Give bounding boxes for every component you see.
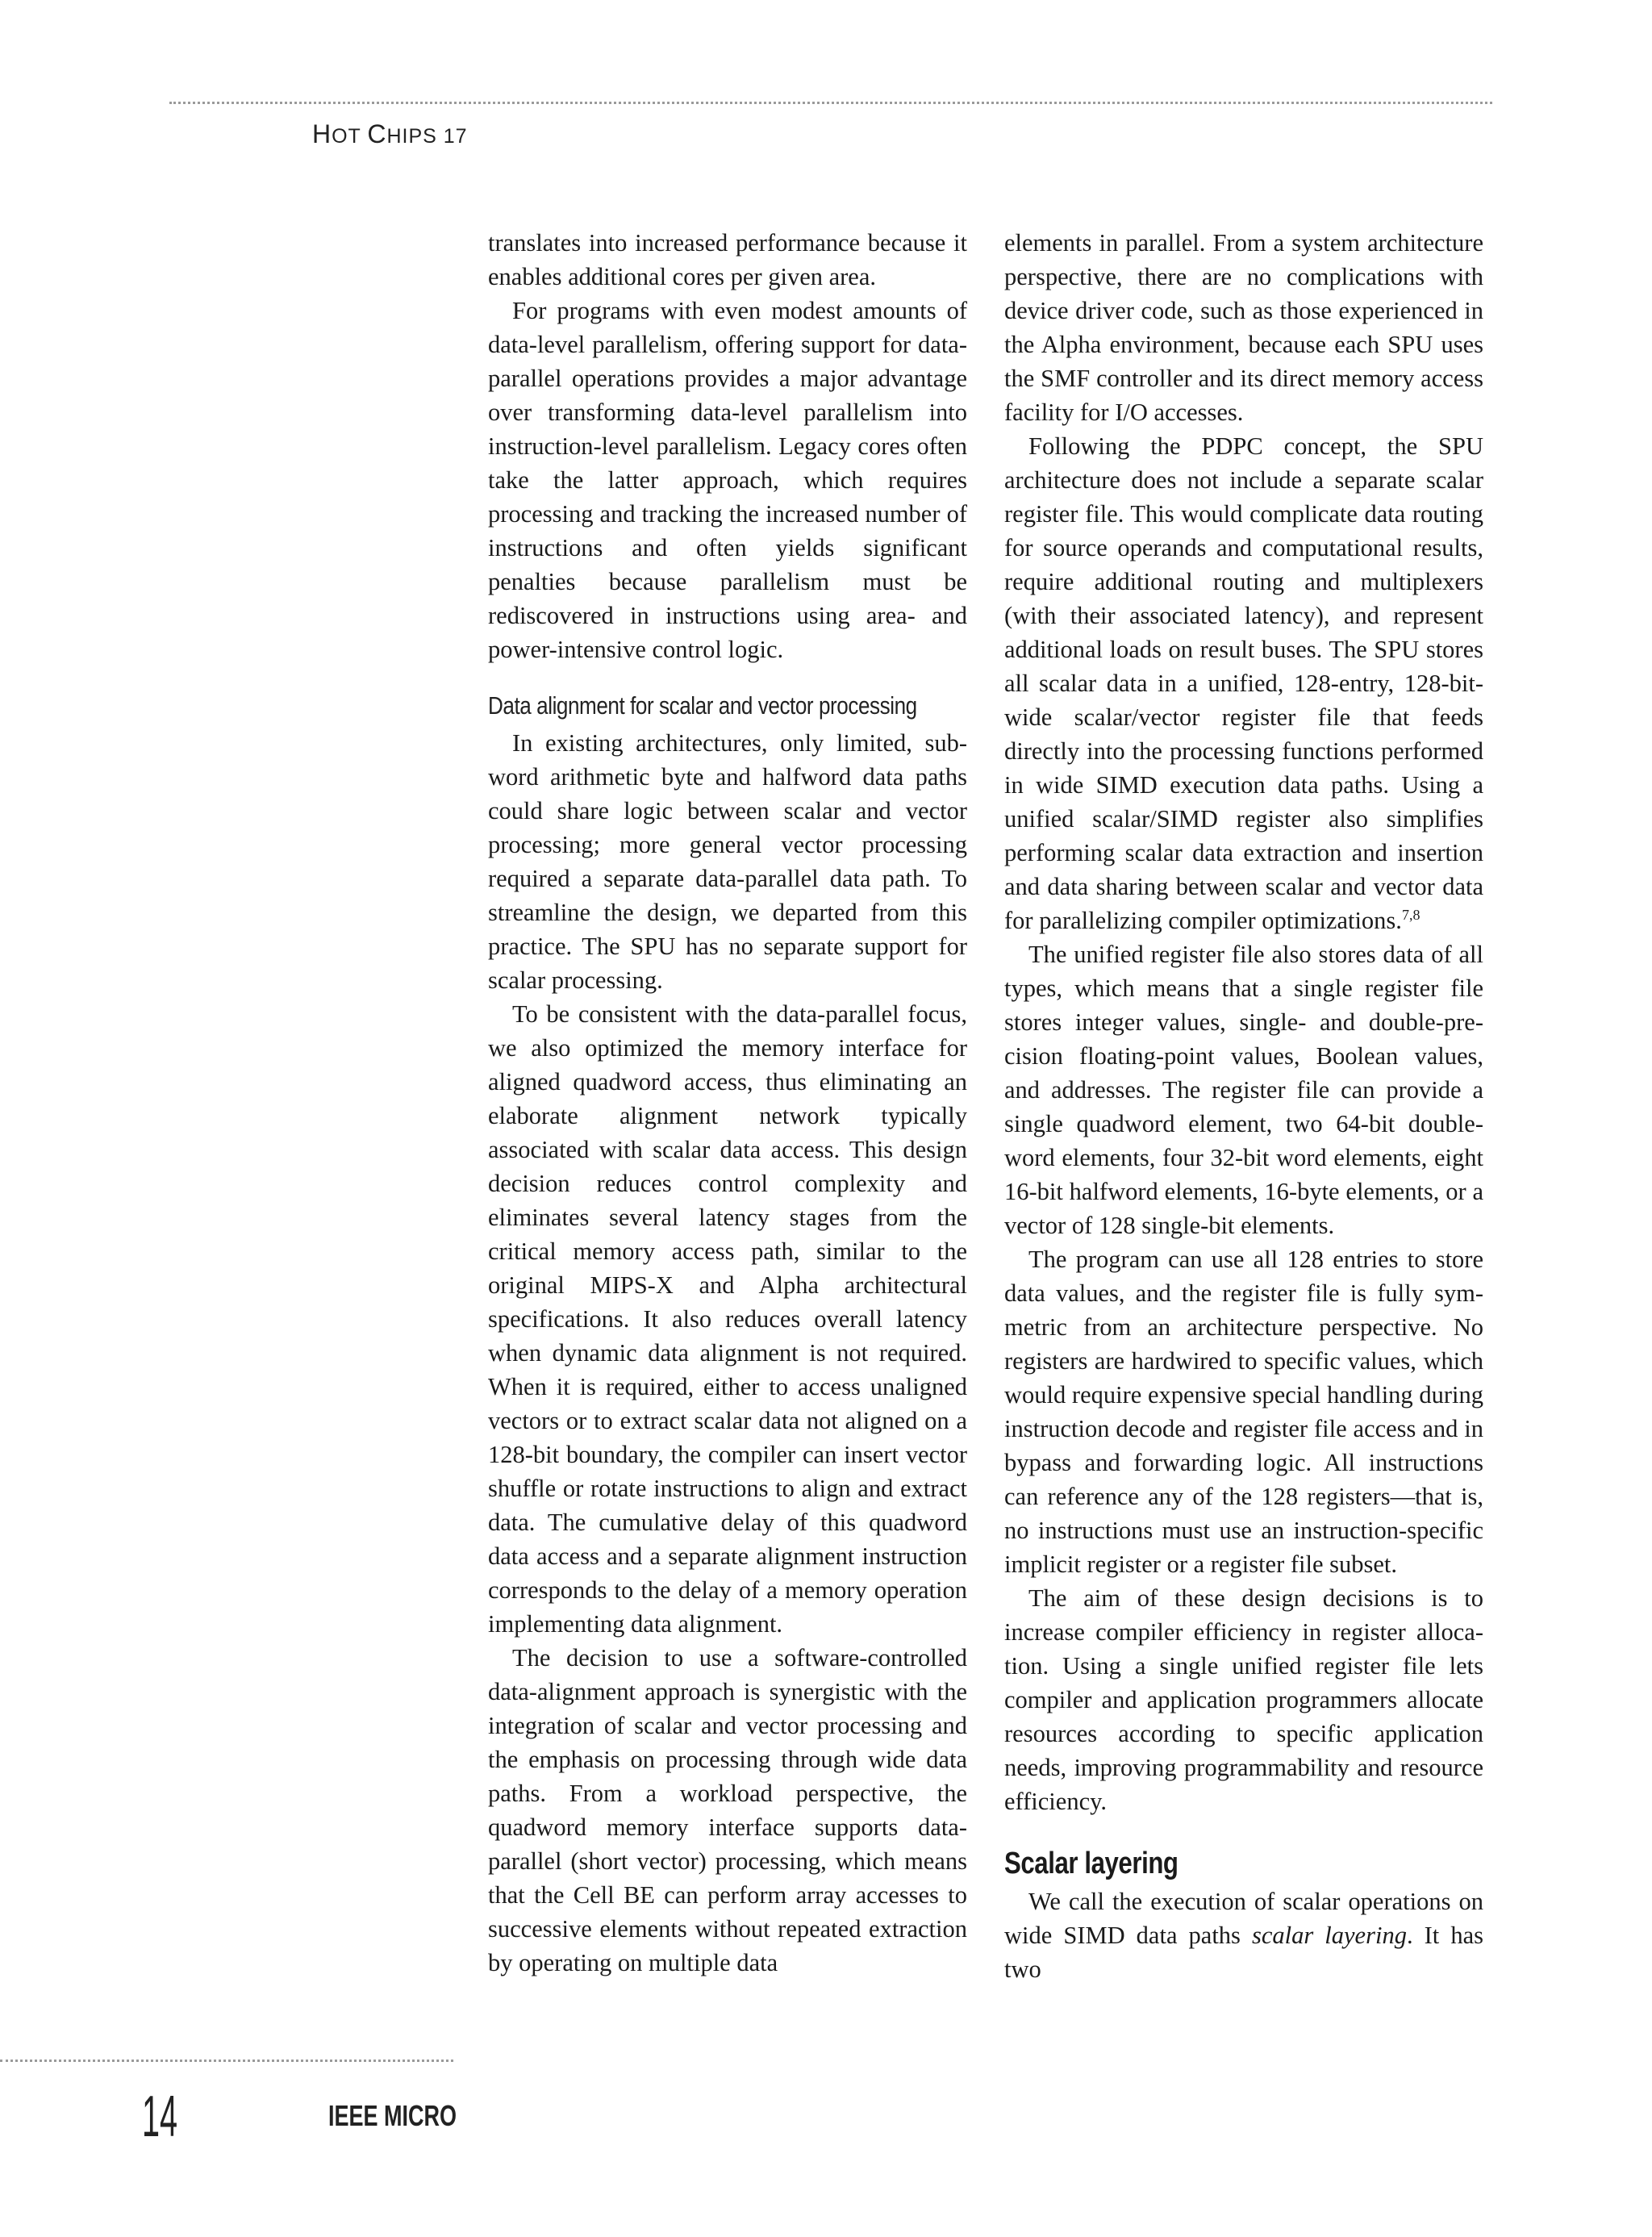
bottom-dotted-rule (0, 2060, 453, 2062)
right-paragraph-2 (1004, 429, 1483, 937)
right-paragraph-6-end: . It has two (1004, 1922, 1483, 1983)
left-paragraph-3: In existing architectures, only limited, subword arithmetic byte and halfword data paths could share logic between scalar and vector processing; more general vector processing required a separate data-parallel data path. To streamline the design, we departed from this practice. The SPU has no separate support for scalar processing. (488, 729, 967, 994)
left-column (488, 226, 967, 1980)
right-paragraph-6-start: We call the execution of scalar operations on wide SIMD data paths (1004, 1888, 1483, 1949)
right-paragraph-4: The program can use all 128 entries to store data values, and the register file is fully symmetric from an architecture perspective. No registers are hardwired to specific values, which would require expensive special handling during instruction decode and register file access and in bypass and forwarding logic. All instructions can reference any of the 128 registers—that is, no instructions must use an instruction-specific implicit register or a register file subset. (1004, 1246, 1483, 1578)
running-head-initial-1: H (312, 119, 332, 148)
section-heading: Scalar layering (1004, 1847, 1179, 1880)
right-paragraph-2-text: Following the PDPC concept, the SPU architecture does not include a separate scalar register file. This would complicate data routing for source operands and computational results, require additional routing and multiplexers (with their associated latency), and represent additional loads on result buses. The SPU stores all scalar data in a unified, 128-entry, 128-bit-wide scalar/vector register file that feeds directly into the processing functions performed in wide SIMD execution data paths. Using a unified scalar/SIMD register also simplifies performing scalar data extraction and insertion and data sharing between scalar and vector data for parallelizing compiler optimizations. (1004, 432, 1483, 934)
top-dotted-rule (169, 102, 1492, 104)
left-paragraph-1: translates into increased performance because it enables additional cores per given area. (488, 229, 967, 290)
page-number: 14 (142, 2085, 178, 2149)
left-paragraph-2: For programs with even modest amounts of data-level parallelism, offering support for data-parallel operations provides a major advantage over transforming data-level parallelism into instruction-level parallelism. Legacy cores often take the latter approach, which requires processing and tracking the increased number of instructions and often yields significant penalties because parallelism must be rediscovered in instructions using area- and power-intensive control logic. (488, 297, 967, 663)
journal-name: IEEE MICRO (328, 2099, 457, 2132)
right-paragraph-5: The aim of these design decisions is to increase compiler efficiency in register allocation. Using a single unified register file lets compiler and application programmers allocate resources according to specific application needs, improving programmability and resource efficiency. (1004, 1584, 1483, 1815)
running-head (312, 119, 468, 149)
right-paragraph-3: The unified register file also stores data of all types, which means that a single register file stores integer values, single- and double-precision floating-point values, Boolean values, and addresses. The register file can provide a single quadword element, two 64-bit doubleword elements, four 32-bit word elements, eight 16-bit halfword elements, 16-byte elements, or a vector of 128 single-bit elements. (1004, 941, 1483, 1239)
right-paragraph-6 (1004, 1884, 1483, 1986)
citation-refs: 7,8 (1401, 906, 1420, 923)
emphasis-term: scalar layering (1251, 1922, 1407, 1949)
right-column (1004, 226, 1483, 1986)
right-paragraph-1: elements in parallel. From a system architecture perspective, there are no complications with device driver code, such as those experienced in the Alpha environment, because each SPU uses the SMF controller and its direct memory access facility for I/O accesses. (1004, 229, 1483, 426)
section-subheading: Data alignment for scalar and vector processing (488, 691, 917, 720)
left-paragraph-5: The decision to use a software-controlled data-alignment approach is synergistic with the integration of scalar and vector processing and the emphasis on processing through wide data paths. From a workload perspective, the quadword memory interface supports data-parallel (short vector) processing, which means that the Cell BE can perform array accesses to successive elements without repeated extraction by operating on multiple data (488, 1644, 967, 1976)
running-head-initial-2: C (367, 119, 387, 148)
left-paragraph-4: To be consistent with the data-parallel focus, we also optimized the memory interface for aligned quadword access, thus eliminating an elaborate alignment network typically associated with scalar data access. This design decision reduces control complexity and eliminates several latency stages from the critical memory access path, similar to the original MIPS-X and Alpha architectural specifications. It also reduces overall latency when dynamic data alignment is not required. When it is required, either to access unaligned vectors or to extract scalar data not aligned on a 128-bit boundary, the compiler can insert vector shuffle or rotate instructions to align and extract data. The cumulative delay of this quadword data access and a separate alignment instruction corresponds to the delay of a memory operation implementing data alignment. (488, 1000, 967, 1638)
running-head-rest-2: HIPS 17 (386, 125, 468, 148)
running-head-rest-1: OT (332, 125, 368, 148)
